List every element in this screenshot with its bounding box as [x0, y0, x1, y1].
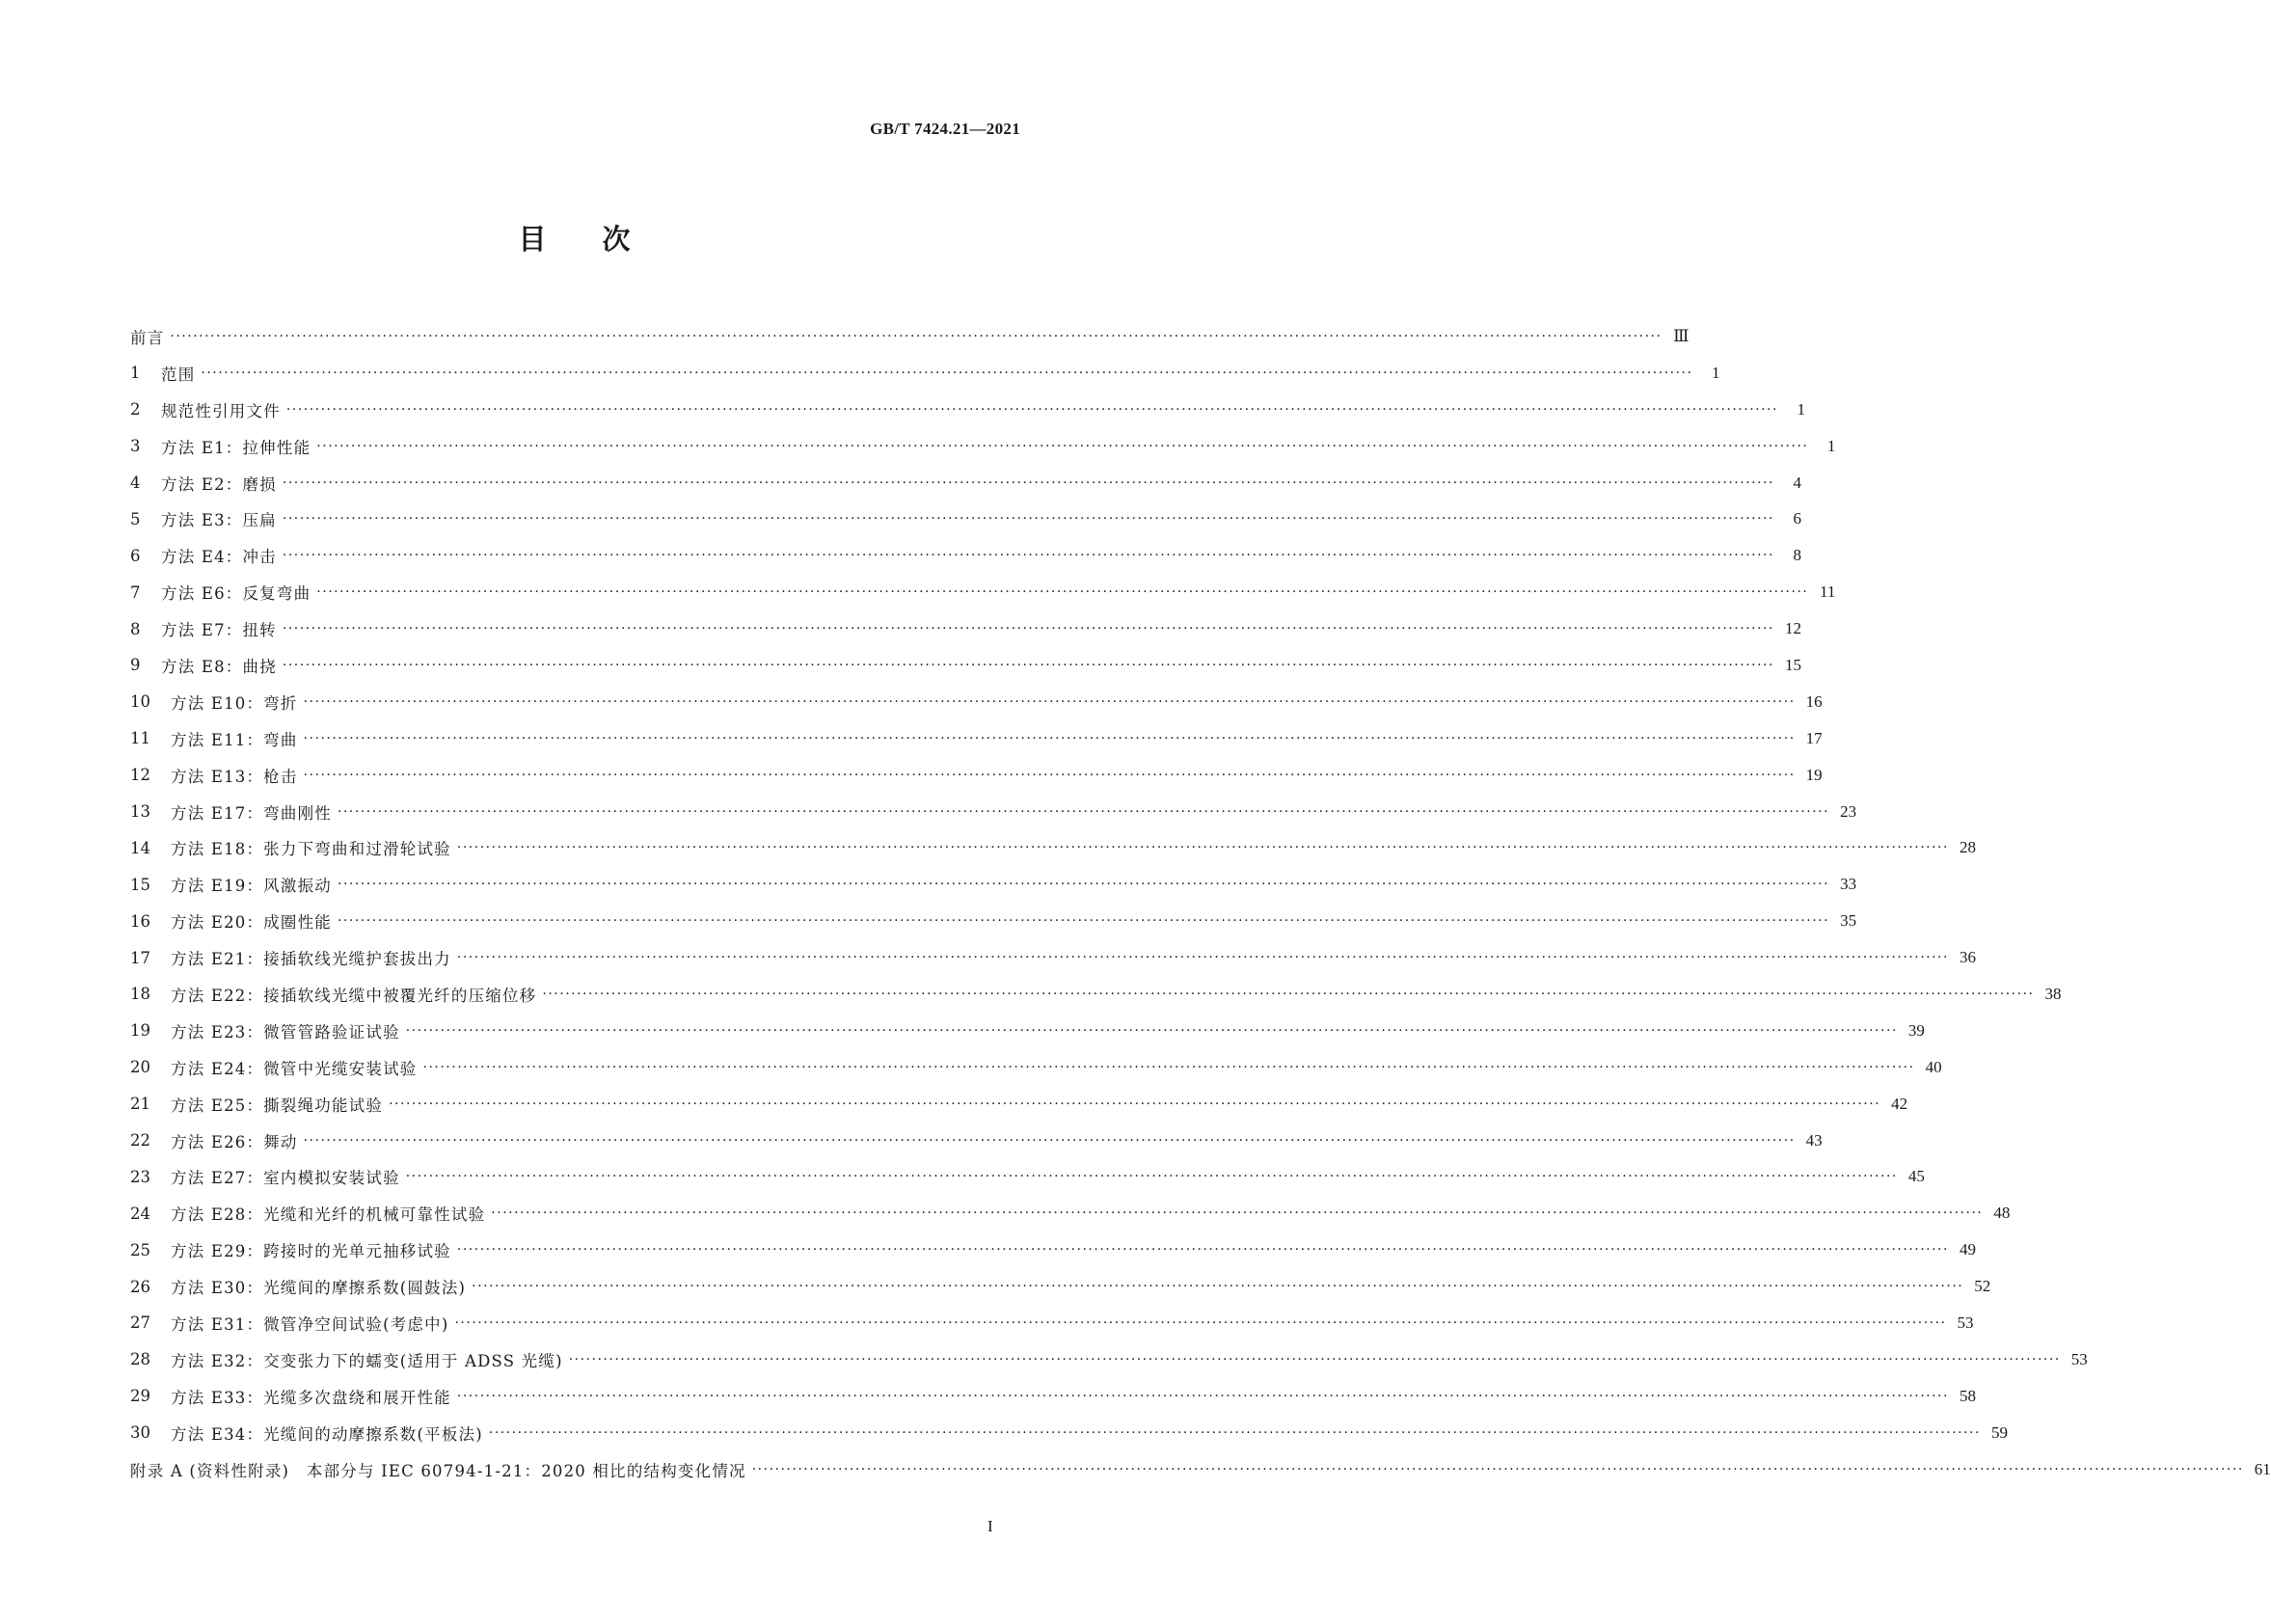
toc-leader-dots: ····································································································································································································································································	[282, 657, 1774, 673]
toc-entry-page: 19	[1805, 765, 1823, 784]
page-title	[0, 218, 1149, 257]
toc-entry[interactable]	[130, 610, 1801, 647]
toc-leader-dots: ····································································································································································································································································	[170, 328, 1663, 344]
toc-leader-dots: ····································································································································································································································································	[491, 1205, 1984, 1222]
toc-leader-dots: ····································································································································································································································································	[282, 474, 1774, 491]
toc-entry-title: 方法 E31：微管净空间试验(考虑中)	[171, 1314, 449, 1334]
toc-entry-title: 范围	[161, 365, 196, 384]
standard-number: GB/T 7424.21—2021	[870, 120, 1020, 138]
toc-entry[interactable]	[130, 1305, 1974, 1341]
toc-entry-number: 7	[130, 582, 141, 602]
toc-entry-title: 方法 E30：光缆间的摩擦系数(圆鼓法)	[171, 1279, 467, 1298]
toc-entry[interactable]	[130, 428, 1836, 465]
toc-leader-dots: ····································································································································································································································································	[282, 621, 1774, 637]
toc-entry-number: 15	[130, 875, 150, 894]
toc-entry[interactable]	[130, 976, 2062, 1013]
toc-entry-page: 28	[1959, 838, 1976, 857]
toc-entry-number: 19	[130, 1021, 150, 1041]
toc-entry-page: 61	[2254, 1459, 2271, 1478]
toc-entry[interactable]	[130, 318, 1690, 355]
toc-leader-dots: ····································································································································································································································································	[456, 840, 1949, 856]
toc-entry-page: 35	[1840, 911, 1857, 931]
toc-entry-page: 23	[1840, 801, 1857, 821]
toc-entry-title: 方法 E28：光缆和光纤的机械可靠性试验	[171, 1205, 486, 1225]
toc-entry[interactable]	[130, 684, 1823, 720]
toc-entry-title: 方法 E20：成圈性能	[171, 913, 332, 933]
toc-entry[interactable]	[130, 1158, 1925, 1195]
toc-leader-dots: ····································································································································································································································································	[201, 365, 1693, 381]
toc-entry-number: 14	[130, 838, 150, 857]
toc-entry-title: 方法 E6：反复弯曲	[161, 584, 311, 604]
toc-entry[interactable]	[130, 465, 1801, 501]
toc-entry[interactable]	[130, 1195, 2011, 1232]
toc-entry-page: 59	[1990, 1422, 2008, 1442]
toc-entry-number: 10	[130, 692, 150, 712]
toc-entry-number: 1	[130, 364, 141, 383]
toc-leader-dots: ····································································································································································································································································	[472, 1279, 1964, 1295]
toc-entry[interactable]	[130, 355, 1720, 392]
toc-entry-number: 3	[130, 437, 141, 456]
toc-entry-page: Ⅲ	[1673, 326, 1690, 345]
toc-entry-page: 43	[1805, 1130, 1823, 1150]
toc-entry-title: 方法 E19：风激振动	[171, 877, 332, 896]
toc-entry-page: 39	[1907, 1020, 1925, 1040]
toc-entry[interactable]	[130, 1086, 1908, 1123]
toc-leader-dots: ····································································································································································································································································	[456, 950, 1949, 966]
toc-entry-number: 29	[130, 1387, 150, 1406]
toc-entry[interactable]	[130, 537, 1801, 574]
toc-entry-page: 40	[1925, 1057, 1942, 1076]
toc-entry-title: 方法 E7：扭转	[161, 621, 277, 640]
toc-leader-dots: ····································································································································································································································································	[303, 730, 1796, 746]
toc-leader-dots: ····································································································································································································································································	[303, 767, 1796, 783]
toc-entry-number: 8	[130, 619, 141, 638]
toc-entry-page: 1	[1797, 399, 1805, 419]
toc-leader-dots: ····································································································································································································································································	[542, 986, 2035, 1002]
toc-leader-dots: ····································································································································································································································································	[389, 1096, 1881, 1112]
toc-entry-title: 方法 E22：接插软线光缆中被覆光纤的压缩位移	[171, 986, 537, 1005]
toc-leader-dots: ····································································································································································································································································	[303, 1132, 1796, 1149]
toc-entry[interactable]	[130, 866, 1857, 903]
toc-entry-page: 42	[1891, 1094, 1908, 1113]
toc-entry[interactable]	[130, 939, 1976, 976]
toc-leader-dots: ····································································································································································································································································	[751, 1461, 2244, 1477]
toc-entry-number: 5	[130, 509, 141, 528]
toc-entry[interactable]	[130, 829, 1976, 866]
toc-entry[interactable]	[130, 1232, 1976, 1268]
page-title-char-2: 次	[602, 223, 631, 256]
toc-entry-page: 12	[1784, 619, 1801, 638]
toc-entry-page: 1	[1826, 436, 1836, 455]
toc-leader-dots: ····································································································································································································································································	[568, 1351, 2061, 1367]
toc-leader-dots: ····································································································································································································································································	[338, 877, 1830, 893]
toc-entry[interactable]	[130, 501, 1801, 537]
toc-leader-dots: ····································································································································································································································································	[422, 1059, 1915, 1075]
toc-entry-title: 方法 E2：磨损	[161, 474, 277, 494]
toc-entry[interactable]	[130, 903, 1857, 939]
toc-entry-title: 方法 E33：光缆多次盘绕和展开性能	[171, 1388, 451, 1407]
toc-entry-title: 方法 E26：舞动	[171, 1132, 298, 1151]
toc-entry-page: 52	[1974, 1277, 1991, 1296]
toc-entry-title: 方法 E29：跨接时的光单元抽移试验	[171, 1242, 451, 1261]
toc-leader-dots: ····································································································································································································································································	[338, 913, 1830, 930]
toc-entry[interactable]	[130, 757, 1823, 794]
toc-leader-dots: ····································································································································································································································································	[316, 584, 1809, 601]
toc-entry-title: 方法 E27：室内模拟安装试验	[171, 1169, 400, 1188]
toc-entry-page: 45	[1907, 1167, 1925, 1186]
toc-entry-number: 13	[130, 802, 150, 822]
toc-entry-title: 方法 E4：冲击	[161, 548, 277, 567]
toc-entry-page: 49	[1959, 1240, 1976, 1259]
toc-entry-title: 方法 E10：弯折	[171, 693, 298, 713]
toc-entry-page: 58	[1959, 1386, 1976, 1405]
toc-leader-dots: ····································································································································································································································································	[488, 1424, 1981, 1441]
toc-entry[interactable]	[130, 1415, 2008, 1451]
toc-entry-page: 6	[1793, 509, 1801, 528]
toc-entry-title: 方法 E23：微管管路验证试验	[171, 1022, 400, 1042]
toc-entry-number: 22	[130, 1131, 150, 1150]
toc-entry-number: 6	[130, 546, 141, 565]
toc-entry[interactable]	[130, 1451, 2271, 1488]
toc-entry[interactable]	[130, 392, 1805, 428]
toc-entry[interactable]	[130, 1049, 1942, 1086]
toc-entry-number: 28	[130, 1350, 150, 1369]
toc-leader-dots: ····································································································································································································································································	[303, 693, 1796, 710]
toc-leader-dots: ····································································································································································································································································	[456, 1388, 1949, 1404]
toc-entry-page: 1	[1711, 363, 1720, 382]
table-of-contents	[130, 318, 2271, 1488]
toc-entry-page: 16	[1805, 691, 1823, 711]
toc-entry[interactable]	[130, 647, 1801, 684]
toc-entry-number: 21	[130, 1095, 150, 1114]
toc-entry-title: 方法 E17：弯曲刚性	[171, 803, 332, 823]
toc-entry-page: 48	[1993, 1204, 2011, 1223]
toc-entry-title: 规范性引用文件	[161, 401, 281, 420]
toc-entry-page: 15	[1784, 655, 1801, 674]
toc-entry-number: 9	[130, 656, 141, 675]
toc-entry-title: 方法 E25：撕裂绳功能试验	[171, 1096, 384, 1115]
toc-entry-number: 24	[130, 1204, 150, 1223]
toc-entry-number: 23	[130, 1167, 150, 1186]
toc-leader-dots: ····································································································································································································································································	[405, 1169, 1898, 1185]
toc-entry[interactable]	[130, 1341, 2088, 1378]
toc-entry-page: 33	[1840, 875, 1857, 894]
page-title-char-1: 目	[518, 223, 547, 256]
toc-entry-title: 方法 E11：弯曲	[171, 730, 298, 749]
toc-leader-dots: ····································································································································································································································································	[316, 438, 1809, 454]
toc-leader-dots: ····································································································································································································································································	[282, 511, 1774, 528]
toc-entry-page: 38	[2044, 984, 2062, 1003]
toc-entry-number: 4	[130, 474, 141, 492]
toc-leader-dots: ····································································································································································································································································	[405, 1022, 1898, 1039]
toc-leader-dots: ····································································································································································································································································	[285, 401, 1778, 418]
toc-entry[interactable]	[130, 794, 1857, 830]
toc-entry-title: 附录 A (资料性附录) 本部分与 IEC 60794-1-21：2020 相比的结构变化情况	[130, 1461, 746, 1480]
toc-entry-page: 53	[2070, 1349, 2088, 1368]
toc-entry-page: 4	[1793, 473, 1801, 492]
toc-entry[interactable]	[130, 1013, 1925, 1049]
toc-entry-number: 30	[130, 1423, 150, 1443]
toc-entry-page: 8	[1793, 546, 1801, 565]
toc-entry-title: 方法 E13：枪击	[171, 767, 298, 786]
toc-entry-title: 方法 E3：压扁	[161, 511, 277, 530]
toc-entry-number: 11	[130, 729, 150, 748]
toc-entry[interactable]	[130, 574, 1836, 610]
toc-entry-page: 36	[1959, 948, 1976, 967]
toc-entry-number: 16	[130, 911, 150, 931]
toc-entry-number: 20	[130, 1058, 150, 1077]
toc-leader-dots: ····································································································································································································································································	[282, 548, 1774, 564]
toc-entry-number: 12	[130, 766, 150, 785]
toc-entry-number: 18	[130, 985, 150, 1004]
toc-entry-title: 方法 E18：张力下弯曲和过滑轮试验	[171, 840, 451, 859]
toc-entry-number: 25	[130, 1240, 150, 1259]
toc-entry-number: 2	[130, 400, 141, 420]
toc-entry-page: 17	[1805, 728, 1823, 747]
toc-entry-title: 方法 E24：微管中光缆安装试验	[171, 1059, 418, 1078]
toc-leader-dots: ····································································································································································································································································	[454, 1314, 1947, 1331]
toc-entry-number: 27	[130, 1313, 150, 1333]
toc-entry-page: 53	[1957, 1313, 1974, 1332]
toc-entry[interactable]	[130, 1268, 1991, 1305]
toc-entry-title: 前言	[130, 328, 165, 347]
toc-entry-number: 17	[130, 948, 150, 967]
toc-leader-dots: ····································································································································································································································································	[456, 1242, 1949, 1259]
toc-entry[interactable]	[130, 1123, 1823, 1159]
toc-entry[interactable]	[130, 720, 1823, 757]
toc-entry-page: 11	[1819, 582, 1836, 602]
toc-entry-title: 方法 E8：曲挠	[161, 657, 277, 676]
toc-entry[interactable]	[130, 1378, 1976, 1415]
page-number: I	[987, 1517, 993, 1535]
toc-entry-title: 方法 E34：光缆间的动摩擦系数(平板法)	[171, 1424, 483, 1444]
toc-entry-title: 方法 E1：拉伸性能	[161, 438, 311, 457]
toc-entry-title: 方法 E21：接插软线光缆护套拔出力	[171, 950, 451, 969]
toc-entry-title: 方法 E32：交变张力下的蠕变(适用于 ADSS 光缆)	[171, 1351, 563, 1370]
toc-entry-number: 26	[130, 1277, 150, 1296]
toc-leader-dots: ····································································································································································································································································	[338, 803, 1830, 820]
